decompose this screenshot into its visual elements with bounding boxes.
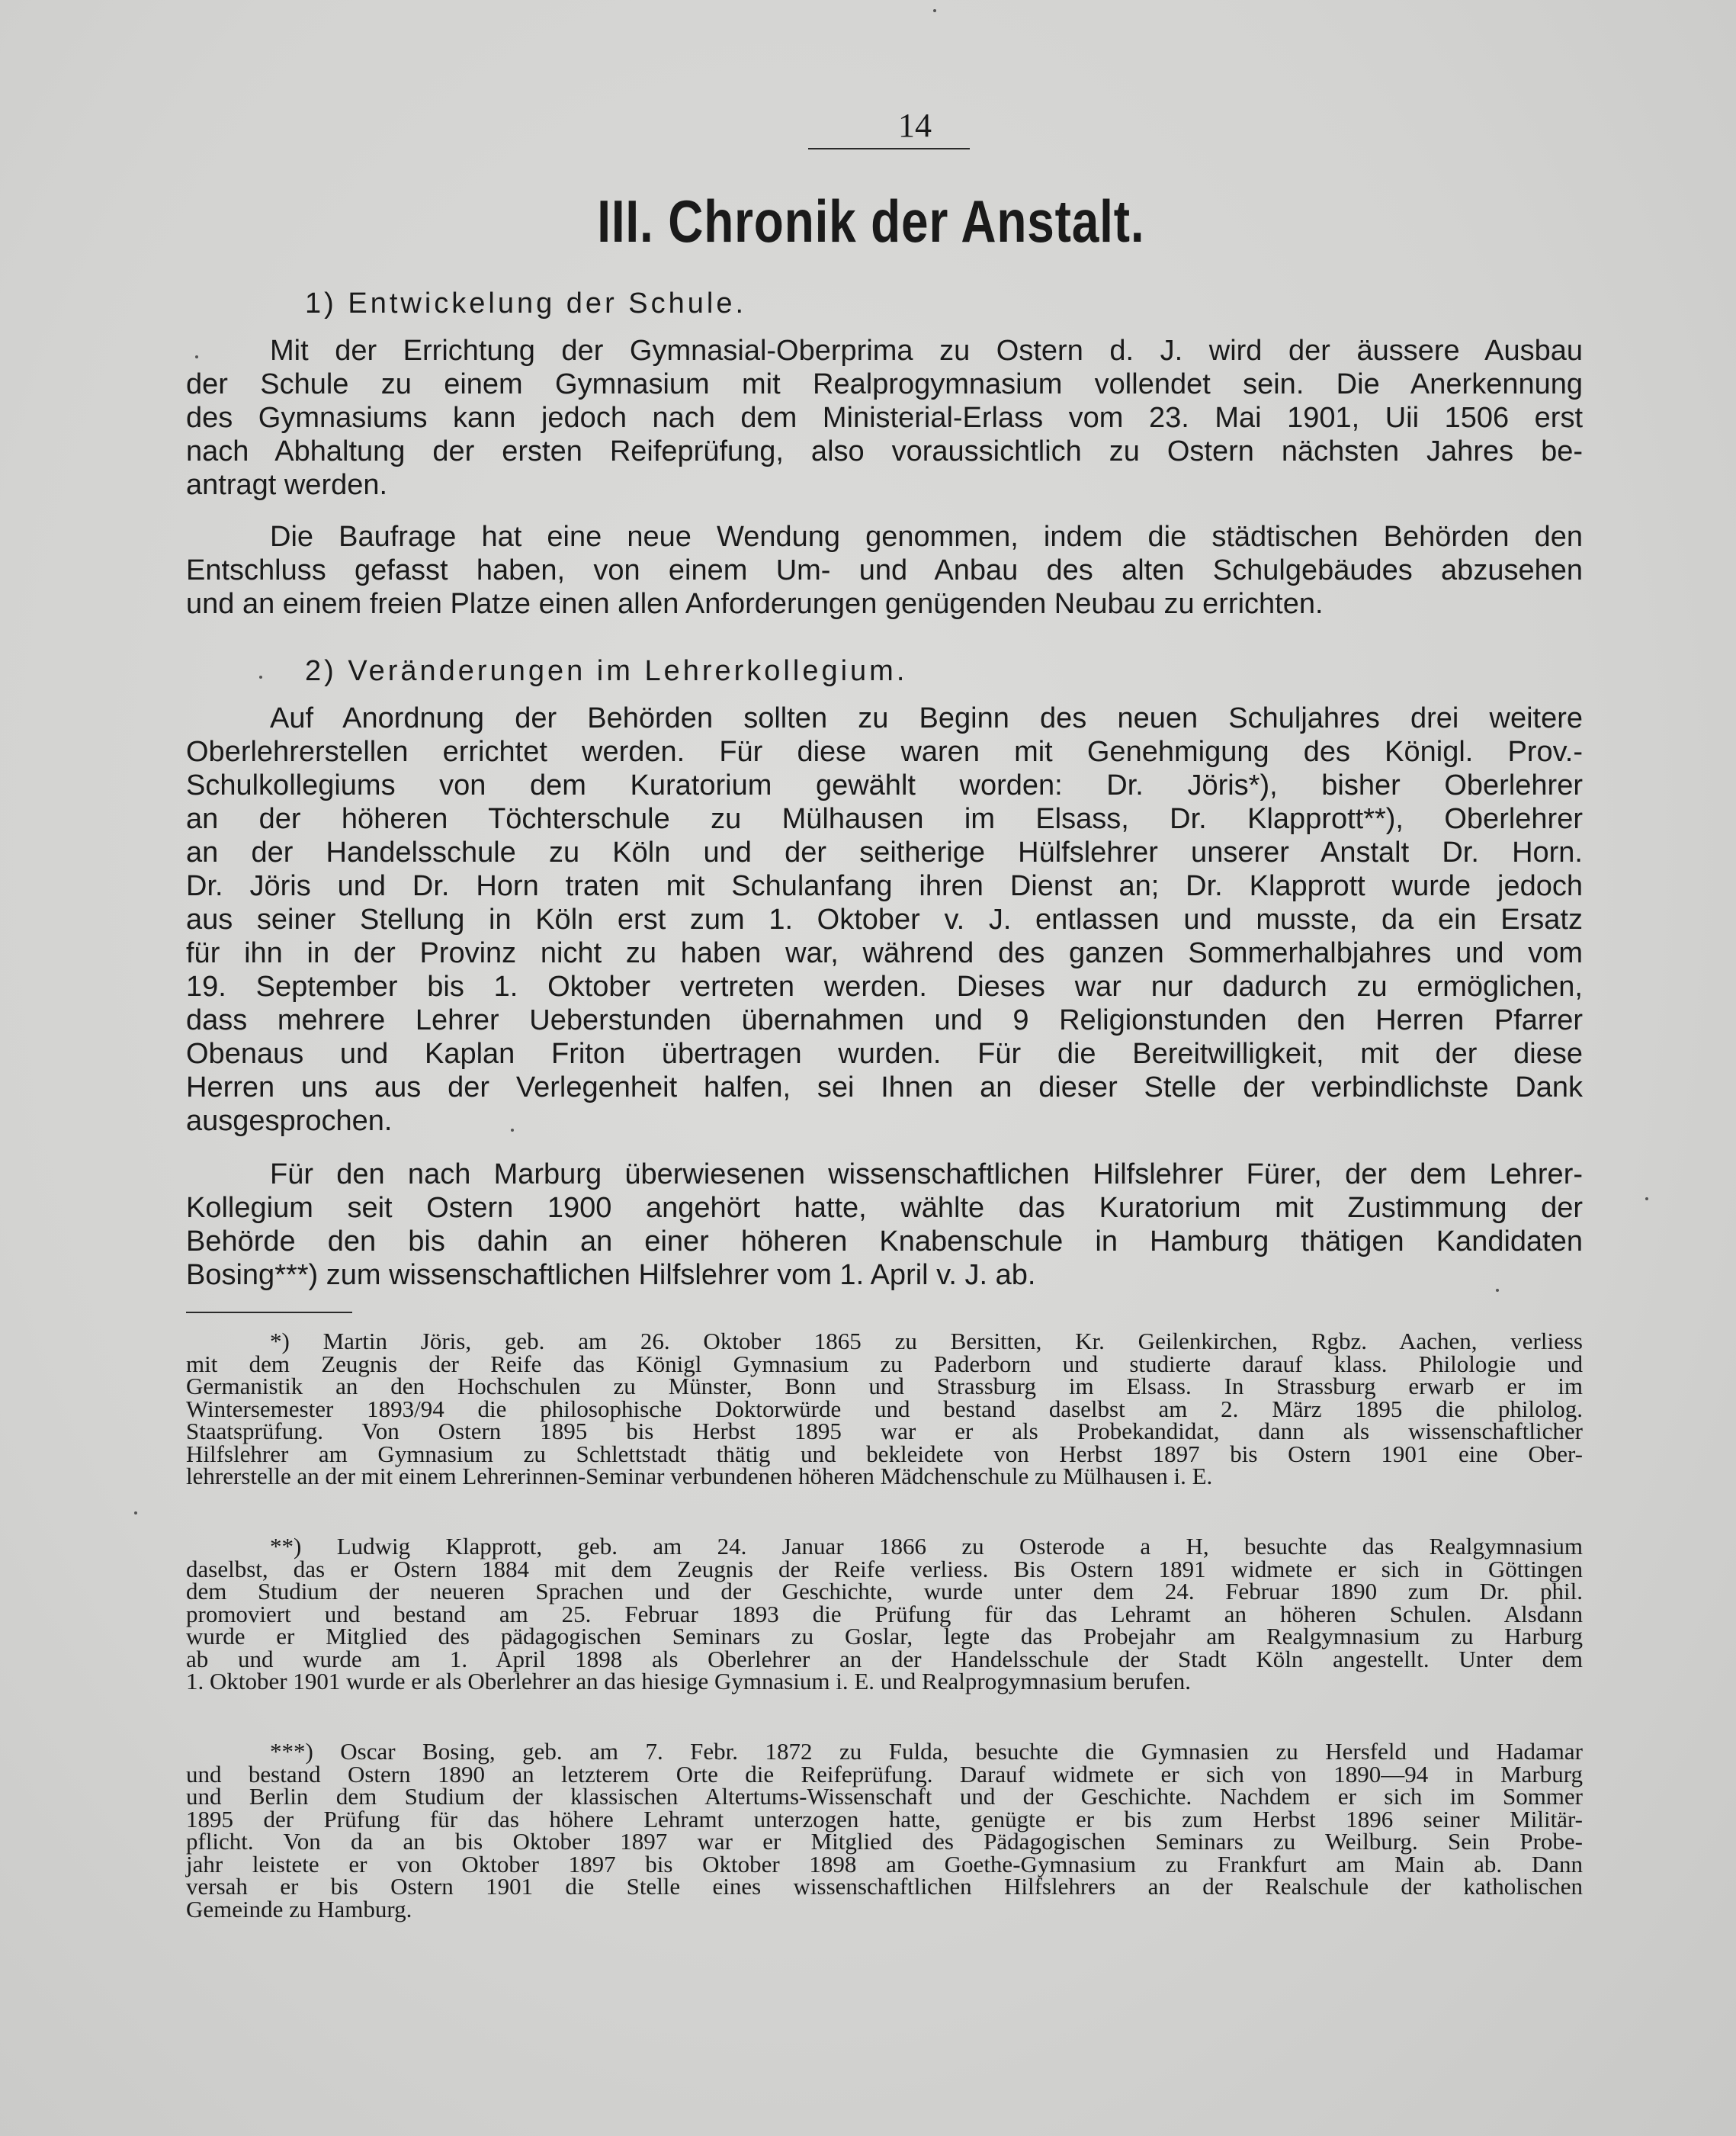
text-line: dass mehrere Lehrer Ueberstunden übernahmen und 9 Religionstunden den Herren Pfarrer — [186, 1004, 1583, 1036]
text-line: für ihn in der Provinz nicht zu haben war, während des ganzen Sommerhalbjahres und vom — [186, 937, 1583, 969]
page-number: 14 — [898, 107, 932, 144]
paper-speck — [195, 355, 198, 358]
footnote-line: Hilfslehrer am Gymnasium zu Schlettstadt thätig und bekleidete von Herbst 1897 bis Ostern 1901 eine Ober- — [186, 1440, 1583, 1467]
footnote-line: versah er bis Ostern 1901 die Stelle eines wissenschaftlichen Hilfslehrers an der Realschule der katholischen — [186, 1873, 1583, 1900]
footnote-line: pflicht. Von da an bis Oktober 1897 war er Mitglied des Pädagogischen Seminars zu Weilburg. Sein Probe- — [186, 1828, 1583, 1855]
text-line: und an einem freien Platze einen allen Anforderungen genügenden Neubau zu errichten. — [186, 588, 1324, 620]
footnote-joeris — [186, 1330, 1583, 1488]
footnote-line: **) Ludwig Klapprott, geb. am 24. Januar 1866 zu Osterode a H, besuchte das Realgymnasium — [270, 1533, 1583, 1559]
text-line: 19. September bis 1. Oktober vertreten werden. Dieses war nur dadurch zu ermöglichen, — [186, 971, 1583, 1003]
text-line: Die Baufrage hat eine neue Wendung genommen, indem die städtischen Behörden den — [270, 521, 1583, 553]
paper-speck — [134, 1511, 137, 1514]
section-2-paragraph-1 — [186, 702, 1583, 1138]
text-line: Mit der Errichtung der Gymnasial-Oberprima zu Ostern d. J. wird der äussere Ausbau — [270, 335, 1583, 367]
text-line: nach Abhaltung der ersten Reifeprüfung, also voraussichtlich zu Ostern nächsten Jahres be- — [186, 435, 1583, 467]
text-line: Kollegium seit Ostern 1900 angehört hatte, wählte das Kuratorium mit Zustimmung der — [186, 1192, 1583, 1224]
text-line: Bosing***) zum wissenschaftlichen Hilfslehrer vom 1. April v. J. ab. — [186, 1259, 1036, 1291]
footnote-klapprott — [186, 1535, 1583, 1693]
footnote-line: und bestand Ostern 1890 an letzterem Orte die Reifeprüfung. Darauf widmete er sich von 1890—94 in Marburg — [186, 1760, 1583, 1787]
footnote-line: jahr leistete er von Oktober 1897 bis Oktober 1898 am Goethe-Gymnasium zu Frankfurt am Main ab. Dann — [186, 1850, 1583, 1877]
footnote-line: Wintersemester 1893/94 die philosophische Doktorwürde und bestand daselbst am 2. März 1895 die philolog. — [186, 1395, 1583, 1422]
footnote-line: wurde er Mitglied des pädagogischen Seminars zu Goslar, legte das Probejahr am Realgymnasium zu Harburg — [186, 1623, 1583, 1649]
footnote-line: daselbst, das er Ostern 1884 mit dem Zeugnis der Reife verliess. Bis Ostern 1891 widmete er sich in Göttingen — [186, 1555, 1583, 1582]
text-line: Schulkollegiums von dem Kuratorium gewählt worden: Dr. Jöris*), bisher Oberlehrer — [186, 769, 1583, 801]
section-1-paragraph-2 — [186, 520, 1583, 621]
text-line: ausgesprochen. — [186, 1105, 393, 1137]
footnote-line: und Berlin dem Studium der klassischen Altertums-Wissenschaft und der Geschichte. Nachdem er sich im Sommer — [186, 1783, 1583, 1810]
footnote-line: Staatsprüfung. Von Ostern 1895 bis Herbst 1895 war er als Probekandidat, dann als wissenschaftlicher — [186, 1418, 1583, 1444]
text-line: Oberlehrerstellen errichtet werden. Für diese waren mit Genehmigung des Königl. Prov.- — [186, 736, 1583, 768]
text-line: an der Handelsschule zu Köln und der seitherige Hülfslehrer unserer Anstalt Dr. Horn. — [186, 837, 1583, 869]
footnote-line: promoviert und bestand am 25. Februar 1893 die Prüfung für das Lehramt an höheren Schulen. Alsdann — [186, 1600, 1583, 1627]
paper-speck — [511, 1129, 514, 1132]
section-2-heading: 2) Veränderungen im Lehrerkollegium. — [305, 655, 908, 687]
footnote-line: 1. Oktober 1901 wurde er als Oberlehrer an das hiesige Gymnasium i. E. und Realprogymnasium berufen. — [186, 1668, 1192, 1694]
footnote-rule — [186, 1312, 352, 1313]
section-1-heading: 1) Entwickelung der Schule. — [305, 287, 747, 320]
text-line: Entschluss gefasst haben, von einem Um- und Anbau des alten Schulgebäudes abzusehen — [186, 554, 1583, 586]
text-line: Auf Anordnung der Behörden sollten zu Beginn des neuen Schuljahres drei weitere — [270, 702, 1583, 734]
text-line: antragt werden. — [186, 469, 388, 501]
section-1-paragraph-1 — [186, 334, 1583, 502]
footnote-line: ab und wurde am 1. April 1898 als Oberlehrer an der Handelsschule der Stadt Köln angestellt. Unter dem — [186, 1645, 1583, 1672]
text-line: an der höheren Töchterschule zu Mülhausen im Elsass, Dr. Klapprott**), Oberlehrer — [186, 803, 1583, 835]
paper-speck — [933, 9, 936, 12]
footnote-line: dem Studium der neueren Sprachen und der Geschichte, wurde unter dem 24. Februar 1890 zum Dr. phil. — [186, 1578, 1583, 1604]
text-line: der Schule zu einem Gymnasium mit Realprogymnasium vollendet sein. Die Anerkennung — [186, 368, 1583, 400]
text-line: Für den nach Marburg überwiesenen wissenschaftlichen Hilfslehrer Fürer, der dem Lehrer- — [270, 1158, 1583, 1190]
footnote-line: 1895 der Prüfung für das höhere Lehramt unterzogen hatte, genügte er bis zum Herbst 1896 seiner Militär- — [186, 1805, 1583, 1832]
chapter-title: III. Chronik der Anstalt. — [597, 188, 1145, 255]
text-line: des Gymnasiums kann jedoch nach dem Ministerial-Erlass vom 23. Mai 1901, Uii 1506 erst — [186, 402, 1583, 434]
footnote-line: lehrerstelle an der mit einem Lehrerinnen-Seminar verbundenen höheren Mädchenschule zu Mülhausen i. E. — [186, 1463, 1213, 1489]
footnote-line: ***) Oscar Bosing, geb. am 7. Febr. 1872 zu Fulda, besuchte die Gymnasien zu Hersfeld und Hadamar — [270, 1738, 1583, 1765]
footnote-line: mit dem Zeugnis der Reife das Königl Gymnasium zu Paderborn und studierte darauf klass. Philologie und — [186, 1350, 1583, 1377]
text-line: aus seiner Stellung in Köln erst zum 1. Oktober v. J. entlassen und musste, da ein Ersatz — [186, 904, 1583, 936]
footnote-line: Germanistik an den Hochschulen zu Münster, Bonn und Strassburg im Elsass. In Strassburg erwarb er im — [186, 1373, 1583, 1399]
text-line: Obenaus und Kaplan Friton übertragen wurden. Für die Bereitwilligkeit, mit der diese — [186, 1038, 1583, 1070]
paper-speck — [1645, 1197, 1648, 1200]
paper-speck — [259, 676, 262, 679]
text-line: Herren uns aus der Verlegenheit halfen, sei Ihnen an dieser Stelle der verbindlichste Dank — [186, 1071, 1583, 1103]
text-line: Behörde den bis dahin an einer höheren Knabenschule in Hamburg thätigen Kandidaten — [186, 1225, 1583, 1258]
page-number-rule — [808, 148, 970, 149]
footnote-line: Gemeinde zu Hamburg. — [186, 1895, 412, 1922]
footnote-line: *) Martin Jöris, geb. am 26. Oktober 1865 zu Bersitten, Kr. Geilenkirchen, Rgbz. Aachen, verliess — [270, 1328, 1583, 1354]
section-2-paragraph-2 — [186, 1158, 1583, 1292]
paper-speck — [1496, 1289, 1499, 1292]
text-line: Dr. Jöris und Dr. Horn traten mit Schulanfang ihren Dienst an; Dr. Klapprott wurde jedoch — [186, 870, 1583, 902]
footnote-bosing — [186, 1740, 1583, 1920]
